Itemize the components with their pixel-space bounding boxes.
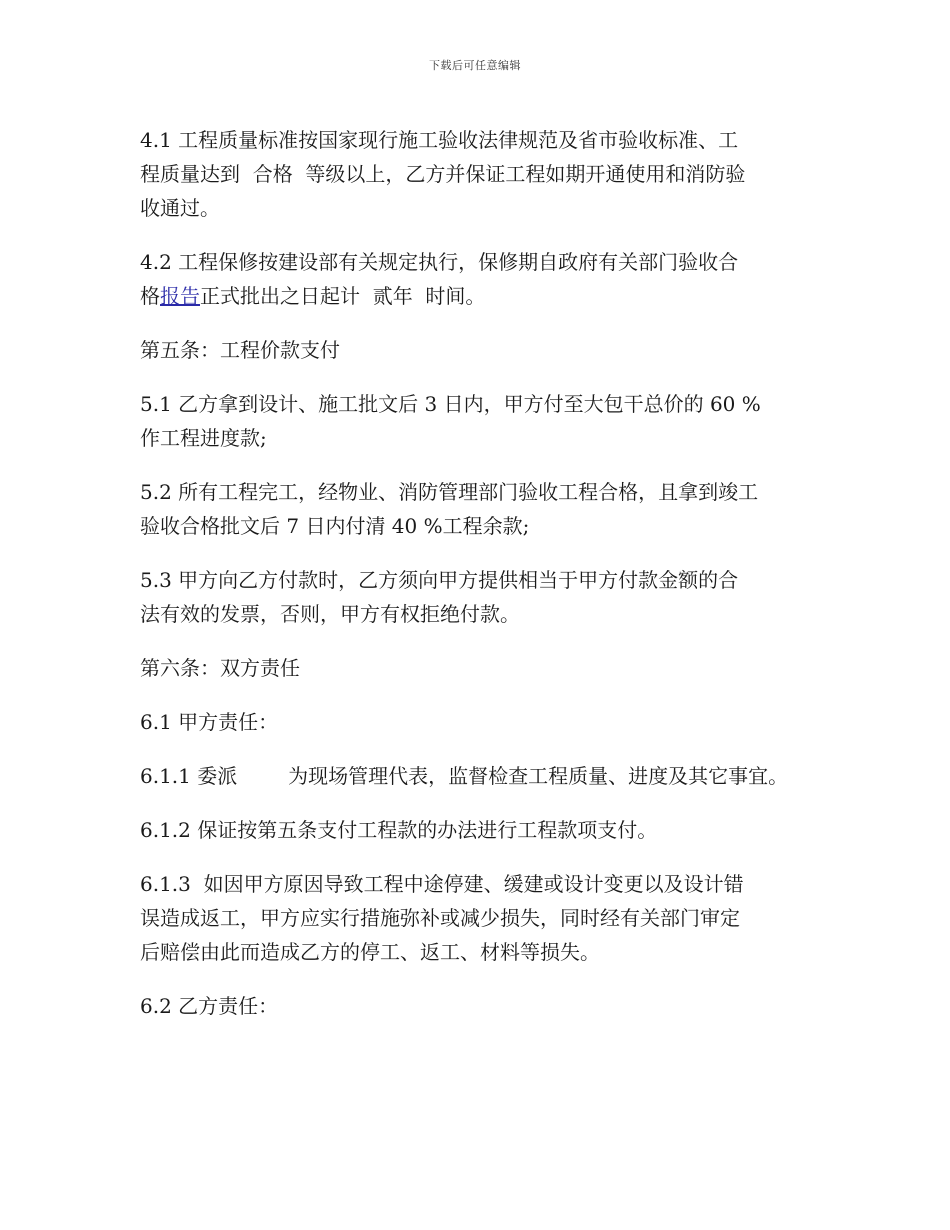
clause-6-1-3 bbox=[140, 867, 840, 969]
clause-4-1-line-2: 程质量达到 合格 等级以上，乙方并保证工程如期开通使用和消防验 bbox=[140, 162, 746, 186]
clause-6-2-line-1: 6.2 乙方责任： bbox=[140, 994, 279, 1018]
clause-5-3-line-2: 法有效的发票，否则，甲方有权拒绝付款。 bbox=[140, 602, 520, 626]
clause-4-2-text-pre: 格 bbox=[140, 284, 160, 308]
clause-6-1-1-line-1: 6.1.1 委派 为现场管理代表，监督检查工程质量、进度及其它事宜。 bbox=[140, 764, 789, 788]
clause-5-1-line-1: 5.1 乙方拿到设计、施工批文后 3 日内，甲方付至大包干总价的 60 % bbox=[140, 392, 761, 416]
article-5-title: 第五条：工程价款支付 bbox=[140, 338, 340, 362]
report-link[interactable]: 报告 bbox=[160, 284, 200, 308]
clause-6-2 bbox=[140, 989, 840, 1023]
clause-5-2-line-2: 验收合格批文后 7 日内付清 40 %工程余款; bbox=[140, 514, 530, 538]
clause-4-2-line-1: 4.2 工程保修按建设部有关规定执行，保修期自政府有关部门验收合 bbox=[140, 250, 739, 274]
clause-4-2-text-post: 正式批出之日起计 贰年 时间。 bbox=[200, 284, 486, 308]
clause-6-1-3-line-3: 后赔偿由此而造成乙方的停工、返工、材料等损失。 bbox=[140, 940, 600, 964]
clause-4-2-line-2 bbox=[140, 279, 840, 313]
article-6-title: 第六条：双方责任 bbox=[140, 656, 300, 680]
clause-5-1-line-2: 作工程进度款; bbox=[140, 426, 267, 450]
document-body bbox=[140, 123, 840, 1043]
clause-6-1-line-1: 6.1 甲方责任： bbox=[140, 710, 279, 734]
clause-5-3-line-1: 5.3 甲方向乙方付款时，乙方须向甲方提供相当于甲方付款金额的合 bbox=[140, 568, 739, 592]
clause-6-1-3-line-1: 6.1.3 如因甲方原因导致工程中途停建、缓建或设计变更以及设计错 bbox=[140, 872, 744, 896]
article-6-heading bbox=[140, 651, 840, 685]
clause-5-2-line-1: 5.2 所有工程完工，经物业、消防管理部门验收工程合格，且拿到竣工 bbox=[140, 480, 759, 504]
clause-6-1 bbox=[140, 705, 840, 739]
clause-4-1-line-3: 收通过。 bbox=[140, 196, 220, 220]
clause-5-1 bbox=[140, 387, 840, 455]
clause-6-1-1 bbox=[140, 759, 840, 793]
clause-4-1 bbox=[140, 123, 840, 225]
clause-6-1-2-line-1: 6.1.2 保证按第五条支付工程款的办法进行工程款项支付。 bbox=[140, 818, 658, 842]
clause-5-2 bbox=[140, 475, 840, 543]
clause-4-1-line-1: 4.1 工程质量标准按国家现行施工验收法律规范及省市验收标准、工 bbox=[140, 128, 739, 152]
clause-4-2 bbox=[140, 245, 840, 313]
article-5-heading bbox=[140, 333, 840, 367]
clause-6-1-3-line-2: 误造成返工，甲方应实行措施弥补或减少损失，同时经有关部门审定 bbox=[140, 906, 740, 930]
clause-6-1-2 bbox=[140, 813, 840, 847]
page-header: 下载后可任意编辑 bbox=[429, 59, 521, 72]
clause-5-3 bbox=[140, 563, 840, 631]
